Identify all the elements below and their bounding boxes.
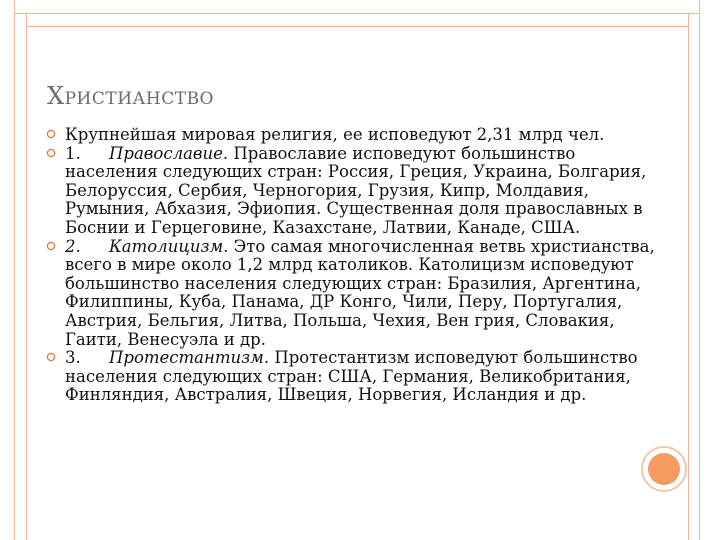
item-text: Крупнейшая мировая религия, ее исповедуют 2,31 млрд чел. <box>65 125 605 144</box>
item-text: Православие исповедуют большинство населения следующих стран: Россия, Греция, Украина, Болгария, Белоруссия, Сербия, Черногория, Грузия, Кипр, Молдавия, Румыния, Абхазия, Эфиопия. Существенная доля православных в Боснии и Герцеговине, Казахстане, Латвии, Канаде, США. <box>65 143 647 237</box>
frame-outer-top-line <box>14 13 700 14</box>
hollow-circle-bullet-icon <box>46 129 56 139</box>
bullet-list <box>46 126 656 405</box>
hollow-circle-bullet-icon <box>46 352 56 362</box>
orange-circle-icon <box>641 446 687 492</box>
item-text: Это самая многочисленная ветвь христианства, всего в мире около 1,2 млрд католиков. Католицизм исповедуют большинство населения следующих стран: Бразилия, Аргентина, Филиппины, Куба, Панама, ДР Конго, Чили, Перу, Португалия, Австрия, Бельгия, Литва, Польша, Чехия, Вен грия, Словакия, Гаити, Венесуэла и др. <box>65 236 655 349</box>
list-item <box>46 126 656 145</box>
item-number: 1. <box>65 143 81 163</box>
frame-inner-right-line <box>688 13 689 540</box>
frame-inner-top-line <box>26 26 688 27</box>
item-term: Католицизм. <box>109 236 229 256</box>
frame-inner-left-line <box>26 13 27 540</box>
item-term: Протестантизм. <box>109 348 270 368</box>
list-item <box>46 145 656 238</box>
item-text: Протестантизм исповедуют большинство населения следующих стран: США, Германия, Великобритания, Финляндия, Австралия, Швеция, Норвегия, Исландия и др. <box>65 348 638 405</box>
item-number: 2. <box>65 236 81 256</box>
hollow-circle-bullet-icon <box>46 148 56 158</box>
item-term: Православие. <box>109 143 229 163</box>
list-item <box>46 349 656 405</box>
frame-outer-left-line <box>14 0 15 540</box>
slide-title: Христианство <box>47 82 214 110</box>
frame-outer-right-line <box>699 0 700 540</box>
orange-circle-fill <box>648 453 680 485</box>
list-item <box>46 238 656 350</box>
item-number: 3. <box>65 348 81 368</box>
hollow-circle-bullet-icon <box>46 241 56 251</box>
